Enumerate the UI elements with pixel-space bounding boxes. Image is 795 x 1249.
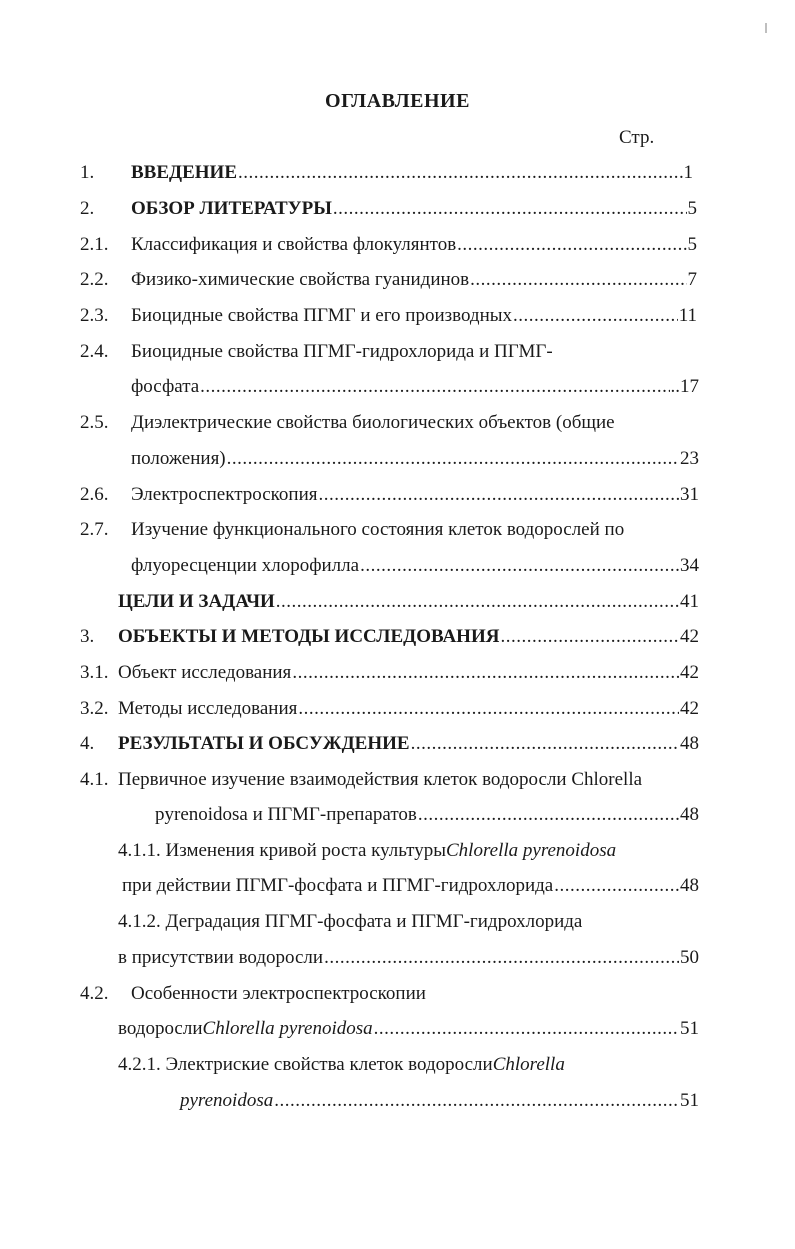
toc-title: Электроспектроскопия [131,484,318,505]
toc-title: ЦЕЛИ И ЗАДАЧИ [118,591,275,612]
dot-leader [238,160,683,186]
scan-mark [765,23,767,33]
toc-page: 48 [680,875,699,896]
toc-number: 2.2. [80,269,109,290]
page-title: ОГЛАВЛЕНИЕ [325,90,470,112]
dot-leader [298,696,679,722]
dot-leader [227,446,679,472]
toc-page: 1 [683,162,693,183]
toc-number: 3.2. [80,698,109,719]
toc-title: положения) [131,448,226,469]
toc-number: 4.2.1. [118,1054,161,1075]
toc-title: pyrenoidosa и ПГМГ-препаратов [155,804,417,825]
toc-page: 7 [687,269,697,290]
toc-number: 2.6. [80,484,109,505]
toc-page: 48 [680,733,699,754]
toc-page: 50 [680,947,699,968]
toc-page: 5 [687,234,697,255]
toc-page: 42 [680,662,699,683]
page-column-header: Стр. [619,127,655,148]
toc-title: Особенности электроспектроскопии [131,983,426,1004]
toc-title: ОБЪЕКТЫ И МЕТОДЫ ИССЛЕДОВАНИЯ [118,626,500,647]
toc-title-italic: Chlorella [492,1054,565,1075]
toc-number: 2. [80,198,95,219]
toc-page: 23 [680,448,699,469]
dot-leader [418,802,679,828]
dot-leader [374,1016,679,1042]
toc-title: Деградация ПГМГ-фосфата и ПГМГ-гидрохлорида [165,911,583,932]
dot-leader [500,624,679,650]
dot-leader [411,731,679,757]
toc-page: 34 [680,555,699,576]
toc-number: 3.1. [80,662,109,683]
toc-title: Электриские свойства клеток водоросли [165,1054,493,1075]
toc-number: 2.1. [80,234,109,255]
toc-title-italic: pyrenoidosa [180,1090,274,1111]
dot-leader [333,196,687,222]
toc-title: Диэлектрические свойства биологических объектов (общие [131,412,615,433]
dot-leader [276,589,679,615]
toc-title: Биоцидные свойства ПГМГ-гидрохлорида и ПГМГ- [131,341,553,362]
dot-leader [554,873,679,899]
toc-title: Методы исследования [118,698,298,719]
toc-page: 42 [680,626,699,647]
toc-page: 42 [680,698,699,719]
toc-title-italic: Chlorella pyrenoidosa [446,840,617,861]
toc-title: фосфата [131,376,200,397]
toc-page: 51 [680,1018,699,1039]
dot-leader [200,374,669,400]
toc-number: 4.2. [80,983,109,1004]
toc-title: флуоресценции хлорофилла [131,555,360,576]
toc-title: Классификация и свойства флокулянтов [131,234,457,255]
toc-number: 2.5. [80,412,109,433]
toc-page: 41 [680,591,699,612]
toc-page: 31 [680,484,699,505]
toc-number: 2.7. [80,519,109,540]
dot-leader [470,267,686,293]
dot-leader [292,660,679,686]
toc-title: Изучение функционального состояния клеток водорослей по [131,519,625,540]
toc-title: ОБЗОР ЛИТЕРАТУРЫ [131,198,332,219]
toc-title: Физико-химические свойства гуанидинов [131,269,470,290]
dot-leader [457,232,686,258]
toc-number: 2.4. [80,341,109,362]
toc-title: Первичное изучение взаимодействия клеток водоросли Chlorella [118,769,643,790]
toc-number: 4. [80,733,95,754]
toc-title-italic: Chlorella pyrenoidosa [202,1018,373,1039]
toc-title: в присутствии водоросли [118,947,324,968]
toc-page: ..17 [670,376,699,397]
dot-leader [324,945,679,971]
toc-title: ВВЕДЕНИЕ [131,162,237,183]
toc-page: 11 [678,305,697,326]
toc-title: РЕЗУЛЬТАТЫ И ОБСУЖДЕНИЕ [118,733,410,754]
toc-number: 1. [80,162,95,183]
toc-number: 2.3. [80,305,109,326]
toc-title: Биоцидные свойства ПГМГ и его производных [131,305,513,326]
dot-leader [360,553,679,579]
toc-title: водоросли [118,1018,203,1039]
dot-leader [319,482,680,508]
toc-title: при действии ПГМГ-фосфата и ПГМГ-гидрохлорида [122,875,554,896]
toc-page: 48 [680,804,699,825]
toc-number: 3. [80,626,95,647]
toc-number: 4.1.1. [118,840,161,861]
toc-number: 4.1.2. [118,911,161,932]
toc-title: Объект исследования [118,662,292,683]
toc-page: 5 [687,198,697,219]
dot-leader [274,1088,679,1114]
toc-number: 4.1. [80,769,109,790]
toc-title: Изменения кривой роста культуры [165,840,446,861]
toc-page: 51 [680,1090,699,1111]
dot-leader [513,303,678,329]
